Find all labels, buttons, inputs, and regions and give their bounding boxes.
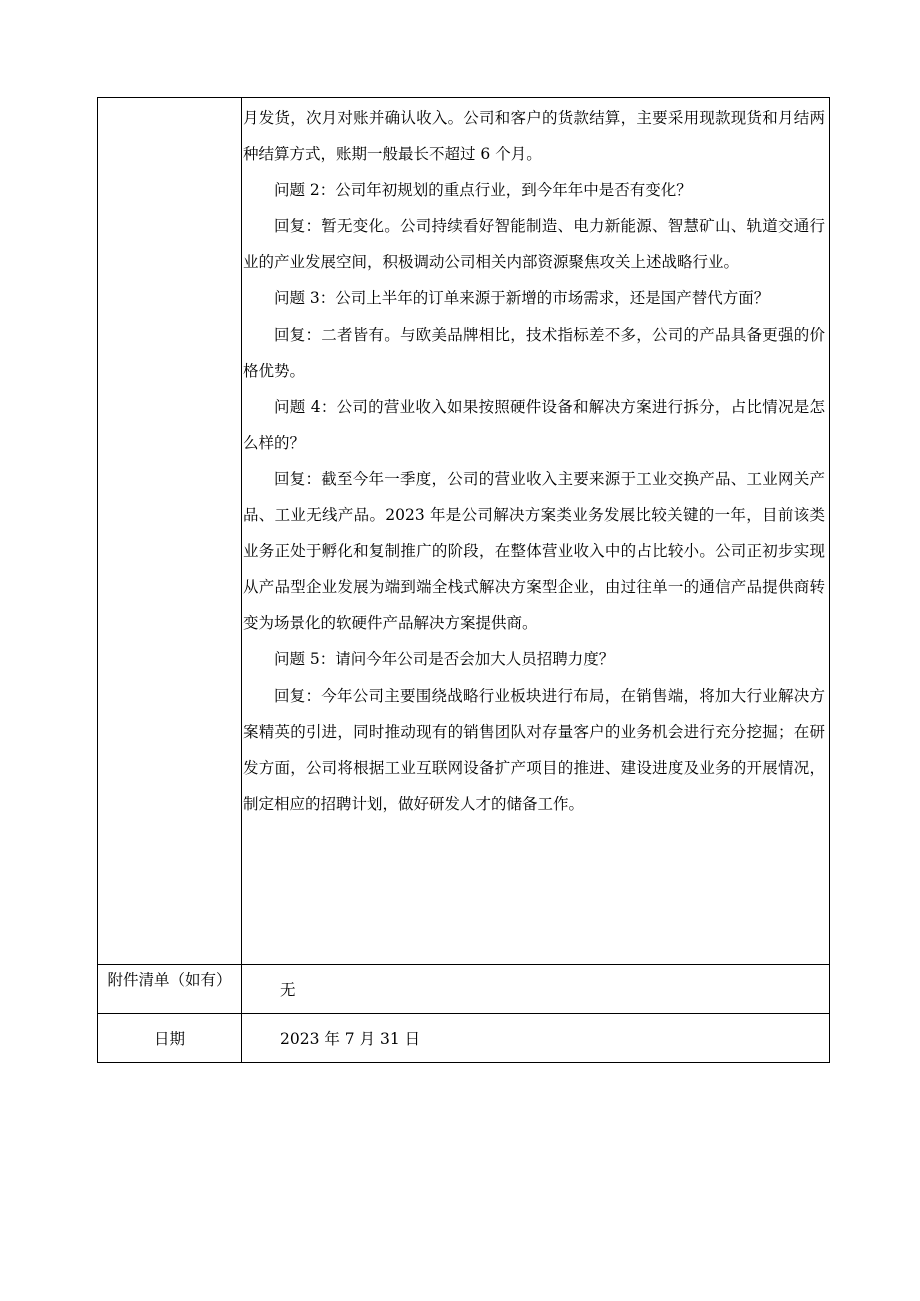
paragraph-7: 问题 5：请问今年公司是否会加大人员招聘力度？ <box>274 650 615 669</box>
paragraph-0: 月发货，次月对账并确认收入。公司和客户的货款结算，主要采用现款现货和月结两种结算方式，账期一般最长不超过 6 个月。 <box>243 109 825 164</box>
paragraph-5: 问题 4：公司的营业收入如果按照硬件设备和解决方案进行拆分，占比情况是怎么样的？ <box>243 397 825 452</box>
paragraph-3: 问题 3：公司上半年的订单来源于新增的市场需求，还是国产替代方面？ <box>274 289 770 308</box>
paragraph-2: 回复：暂无变化。公司持续看好智能制造、电力新能源、智慧矿山、轨道交通行业的产业发展空间，积极调动公司相关内部资源聚焦攻关上述战略行业。 <box>243 217 825 272</box>
paragraph-4: 回复：二者皆有。与欧美品牌相比，技术指标差不多，公司的产品具备更强的价格优势。 <box>243 325 825 380</box>
attachments-value: 无 <box>280 981 296 999</box>
qa-content <box>243 100 825 822</box>
paragraph-1: 问题 2：公司年初规划的重点行业，到今年年中是否有变化？ <box>274 181 692 200</box>
date-value: 2023 年 7 月 31 日 <box>280 1030 421 1048</box>
paragraph-8: 回复：今年公司主要围绕战略行业板块进行布局，在销售端，将加大行业解决方案精英的引进，同时推动现有的销售团队对存量客户的业务机会进行充分挖掘；在研发方面，公司将根据工业互联网设备扩产项目的推进、建设进度及业务的开展情况，制定相应的招聘计划，做好研发人才的储备工作。 <box>243 686 825 813</box>
attachments-label: 附件清单（如有） <box>107 971 232 989</box>
date-label: 日期 <box>153 1030 185 1048</box>
row-divider-attachments <box>98 964 829 965</box>
info-table <box>97 97 830 1063</box>
column-divider <box>241 98 242 1062</box>
row-divider-date <box>98 1013 829 1014</box>
paragraph-6: 回复：截至今年一季度，公司的营业收入主要来源于工业交换产品、工业网关产品、工业无线产品。2023 年是公司解决方案类业务发展比较关键的一年，目前该类业务正处于孵化和复制推广的阶段，在整体营业收入中的占比较小。公司正初步实现从产品型企业发展为端到端全栈式解决方案型企业，由过往单一的通信产品提供商转变为场景化的软硬件产品解决方案提供商。 <box>243 469 825 633</box>
